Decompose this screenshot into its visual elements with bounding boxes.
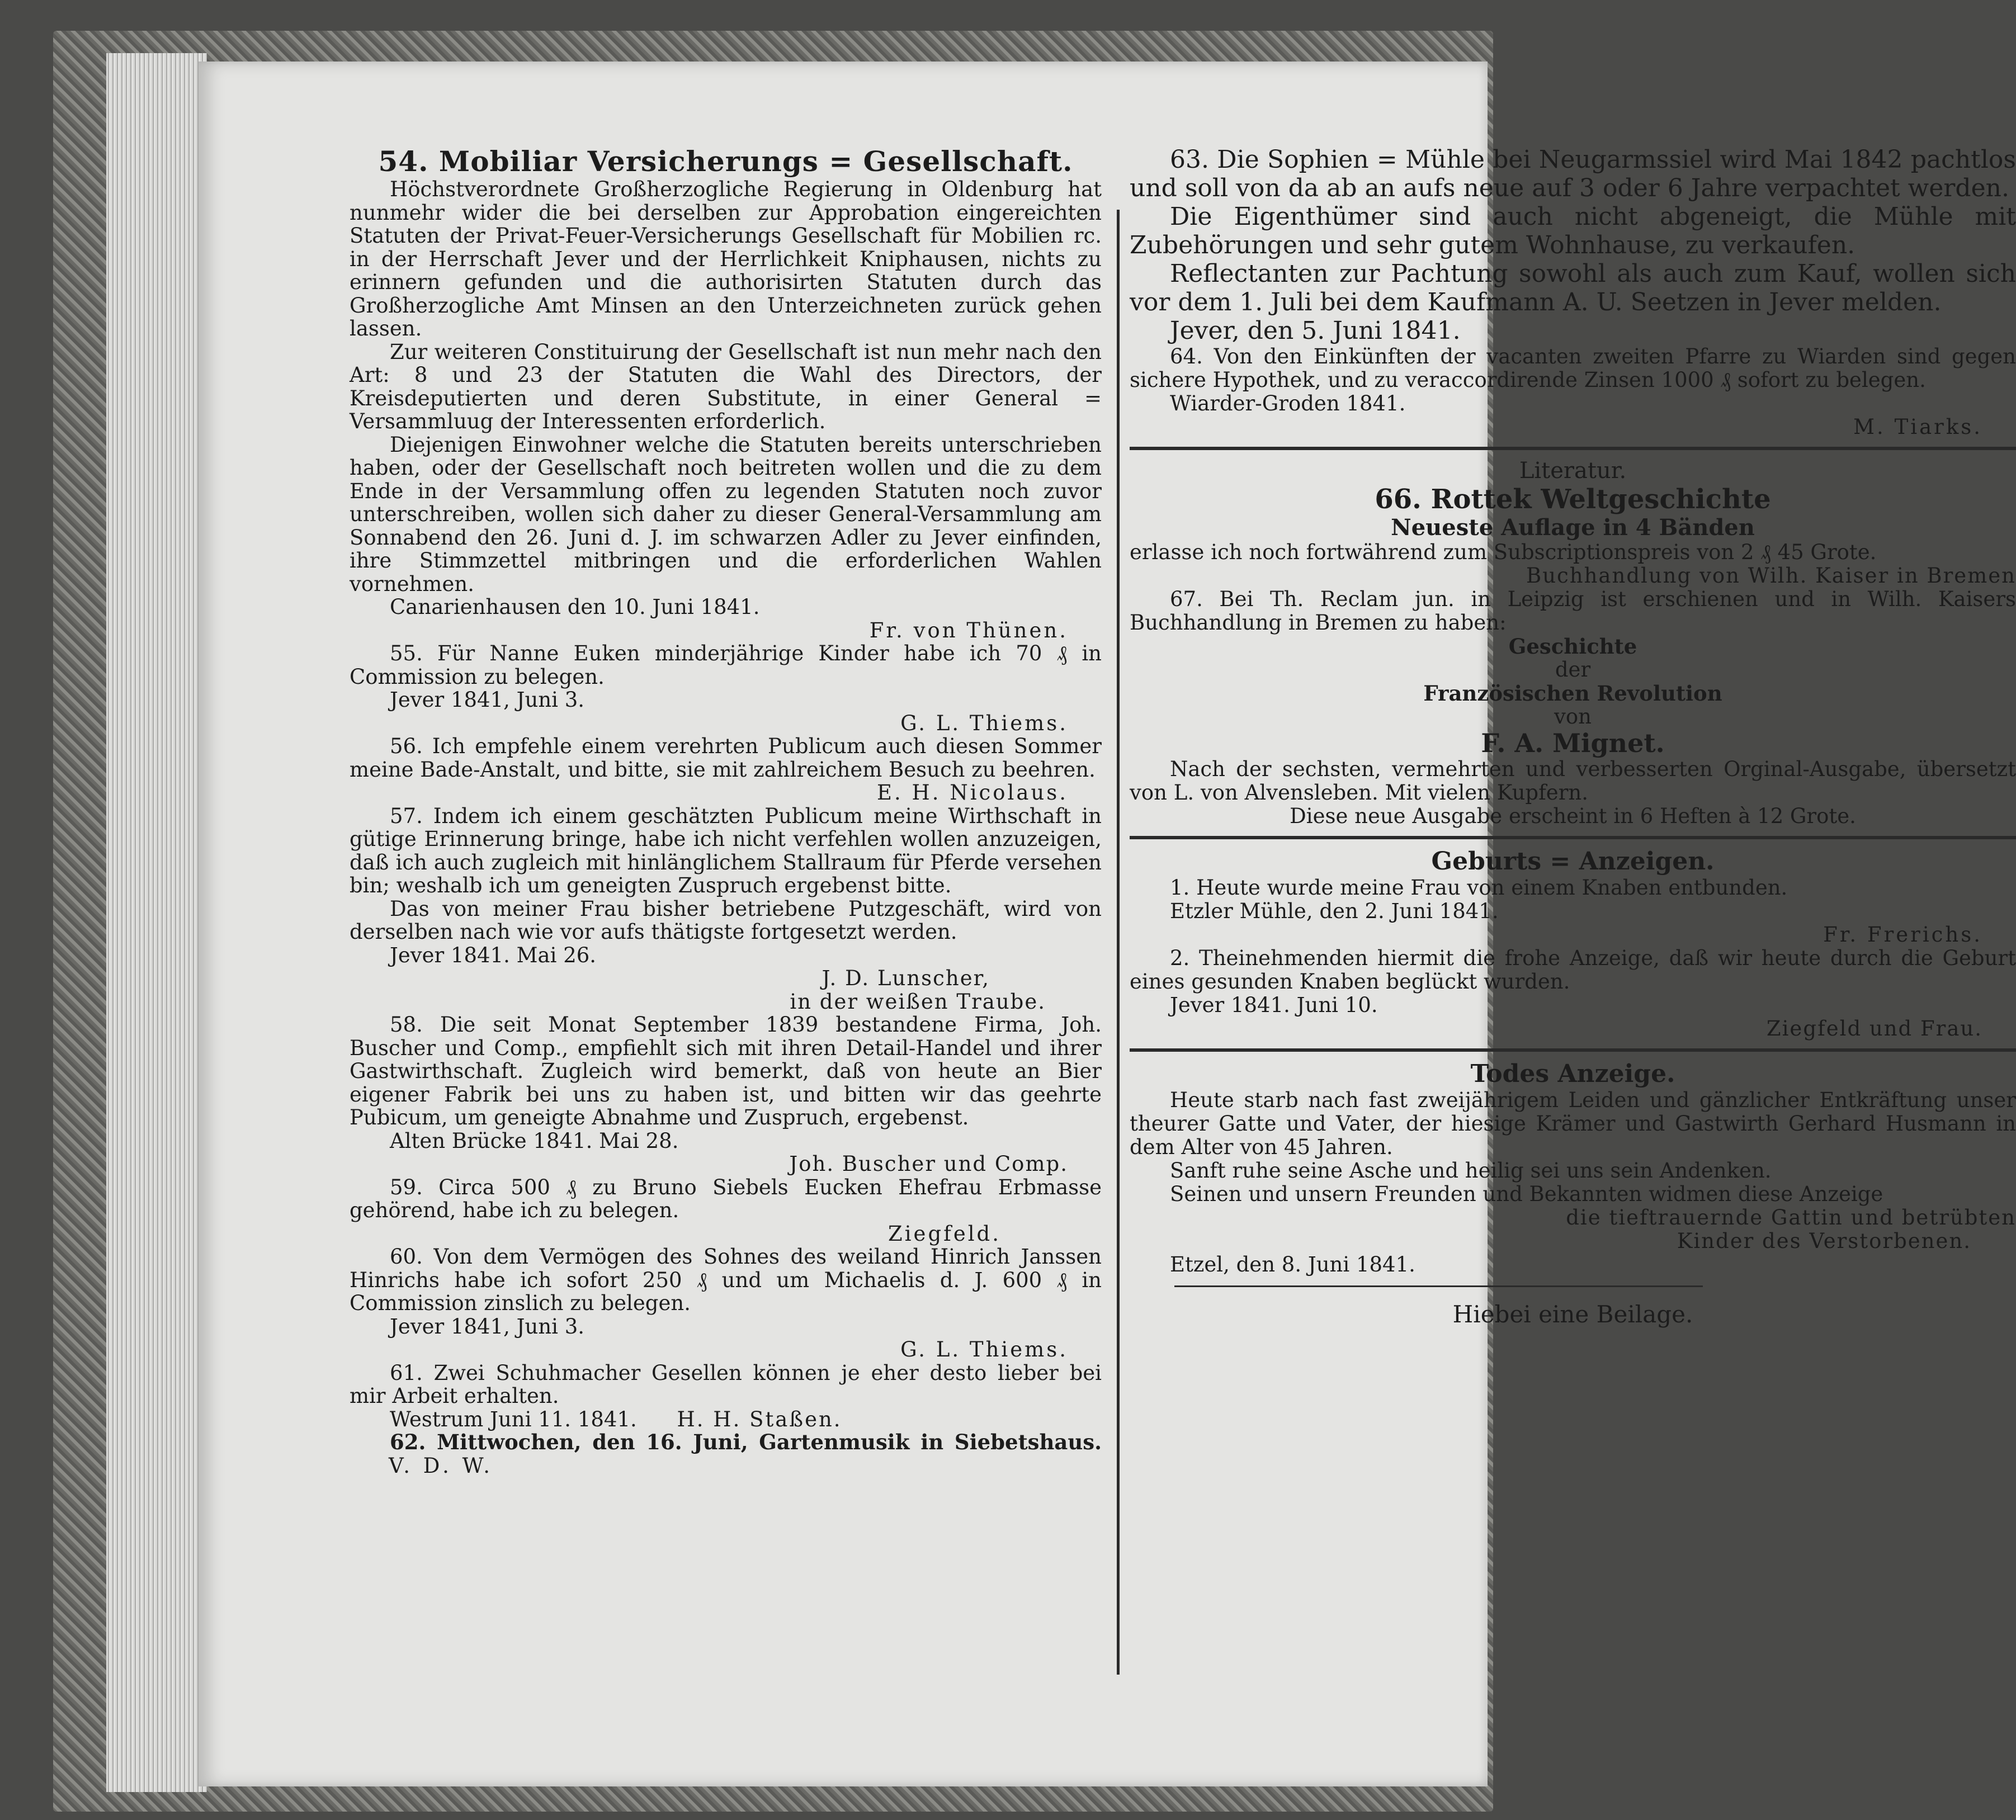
ad66-signature: Buchhandlung von Wilh. Kaiser in Bremen	[1526, 564, 2016, 588]
section-rule	[1130, 447, 2016, 450]
ad67-book-title: Geschichte	[1508, 634, 1637, 659]
ad67-note: Diese neue Ausgabe erscheint in 6 Heften à 12 Grote.	[1290, 804, 1856, 828]
supplement-note: Hiebei eine Beilage.	[1452, 1301, 1693, 1328]
ad61-text: 61. Zwei Schuhmacher Gesellen können je eher desto lieber bei mir Arbeit erhalten.	[350, 1360, 1102, 1408]
death-paragraph: Sanft ruhe seine Asche und heilig sei uns sein Andenken.	[1170, 1159, 1772, 1183]
ad55-place: Jever 1841, Juni 3.	[390, 688, 585, 712]
literature-block	[1130, 458, 2016, 828]
ad66-subheading: Neueste Auflage in 4 Bänden	[1391, 514, 1755, 541]
ad61-place	[350, 1408, 1102, 1431]
ad63-block	[1130, 145, 2016, 345]
ad63-place: Jever, den 5. Juni 1841.	[1170, 316, 1461, 345]
birth1-signature: Fr. Frerichs.	[1823, 923, 1982, 947]
births-heading: Geburts = Anzeigen.	[1431, 847, 1715, 876]
death-place: Etzel, den 8. Juni 1841.	[1170, 1252, 1415, 1277]
column-divider	[1117, 210, 1120, 1675]
ad57-place: Jever 1841. Mai 26.	[390, 943, 597, 967]
right-column	[1130, 145, 2016, 1329]
ad58-place: Alten Brücke 1841. Mai 28.	[390, 1128, 679, 1153]
birth2-text: 2. Theinehmenden hiermit die frohe Anzeige, daß wir heute durch die Geburt eines gesunden Knaben beglückt wurden.	[1130, 946, 2016, 994]
ad56-signature: E. H. Nicolaus.	[877, 781, 1068, 805]
death-heading: Todes Anzeige.	[1470, 1060, 1675, 1088]
death-signature-line2: Kinder des Verstorbenen.	[1677, 1229, 1971, 1253]
births-block	[1130, 847, 2016, 1041]
ad66-heading: 66. Rottek Weltgeschichte	[1375, 484, 1771, 515]
section-rule	[1130, 1048, 2016, 1052]
ad57-text: 57. Indem ich einem geschätzten Publicum meine Wirthschaft in gütige Erinnerung bringe, habe ich nicht verfehlen wollen anzuzeigen, daß ich auch zugleich mit hinlänglichem Stallraum für Pferde versehen bin; weshalb ich um geneigten Zuspruch ergebenst bitte.	[350, 803, 1102, 897]
ad57-signature: J. D. Lunscher,	[821, 966, 990, 990]
ad54-paragraph: Diejenigen Einwohner welche die Statuten bereits unterschrieben haben, oder der Gesellschaft noch beitreten wollen und die zu dem Ende in der Versammlung offen zu legenden Statuten noch zuvor unterschreiben, wollen sich daher zu dieser General-Versammlung am Sonnabend den 26. Juni d. J. im schwarzen Adler zu Jever einfinden, ihre Stimmzettel mitbringen und die erforderlichen Wahlen vornehmen.	[350, 432, 1102, 596]
ad58-signature: Joh. Buscher und Comp.	[789, 1152, 1068, 1176]
ad54-place: Canarienhausen den 10. Juni 1841.	[390, 595, 760, 619]
ad56-text: 56. Ich empfehle einem verehrten Publicum auch diesen Sommer meine Bade-Anstalt, und bitte, sie mit zahlreichem Besuch zu beehren.	[350, 734, 1102, 782]
birth1-place: Etzler Mühle, den 2. Juni 1841.	[1170, 899, 1499, 923]
death-block	[1130, 1060, 2016, 1329]
literature-title: Literatur.	[1519, 458, 1627, 484]
ad61-place-text: Westrum Juni 11. 1841.	[390, 1407, 637, 1431]
ad67-book-title-2: Französischen Revolution	[1423, 681, 1722, 706]
newspaper-page	[199, 62, 2016, 1786]
ad67-der: der	[1555, 658, 1591, 682]
birth2-place: Jever 1841. Juni 10.	[1170, 993, 1378, 1017]
short-rule	[1174, 1285, 1703, 1287]
ad64-signature: M. Tiarks.	[1853, 415, 1982, 439]
ad61-signature: H. H. Staßen.	[677, 1407, 842, 1431]
section-rule	[1130, 836, 2016, 839]
ad60-text: 60. Von dem Vermögen des Sohnes des weiland Hinrich Janssen Hinrichs habe ich sofort 250 ₰ und um Michaelis d. J. 600 ₰ in Commission zinslich zu belegen.	[350, 1245, 1102, 1315]
ad63-paragraph: Reflectanten zur Pachtung sowohl als auch zum Kauf, wollen sich vor dem 1. Juli bei dem Kaufmann A. U. Seetzen in Jever melden.	[1130, 259, 2016, 316]
ad64-text: 64. Von den Einkünften der vacanten zweiten Pfarre zu Wiarden sind gegen sichere Hypothek, und zu veraccordirende Zinsen 1000 ₰ sofort zu belegen.	[1130, 344, 2016, 392]
death-paragraph: Heute starb nach fast zweijährigem Leiden und gänzlicher Entkräftung unser theurer Gatte und Vater, der hiesige Krämer und Gastwirth Gerhard Husmann in dem Alter von 45 Jahren.	[1130, 1088, 2016, 1159]
ad63-paragraph: Die Eigenthümer sind auch nicht abgeneigt, die Mühle mit Zubehörungen und sehr gutem Wohnhause, zu verkaufen.	[1130, 202, 2016, 259]
ad62-signature: V. D. W.	[389, 1453, 493, 1478]
ad62-text-body: 62. Mittwochen, den 16. Juni, Gartenmusik in Siebetshaus.	[390, 1430, 1102, 1454]
ad55-text: 55. Für Nanne Euken minderjährige Kinder habe ich 70 ₰ in Commission zu belegen.	[350, 641, 1102, 689]
death-paragraph: Seinen und unsern Freunden und Bekannten widmen diese Anzeige	[1170, 1182, 1883, 1206]
ad64-place: Wiarder-Groden 1841.	[1170, 391, 1406, 415]
ad67-text: 67. Bei Th. Reclam jun. in Leipzig ist erschienen und in Wilh. Kaisers Buchhandlung in Bremen zu haben:	[1130, 587, 2016, 635]
ad62-text	[350, 1431, 1102, 1477]
ad64-block	[1130, 345, 2016, 439]
birth2-signature: Ziegfeld und Frau.	[1766, 1017, 1982, 1041]
ad54-heading: 54. Mobiliar Versicherungs = Gesellschaft.	[378, 145, 1073, 178]
birth1-text: 1. Heute wurde meine Frau von einem Knaben entbunden.	[1170, 876, 1788, 900]
ad59-signature: Ziegfeld.	[888, 1221, 1001, 1246]
ad54-paragraph: Zur weiteren Constituirung der Gesellschaft ist nun mehr nach den Art: 8 und 23 der Statuten die Wahl des Directors, der Kreisdeputierten und deren Substitute, in einer General = Versammluug der Interessenten erforderlich.	[350, 339, 1102, 433]
ad57-signature-line2: in der weißen Traube.	[790, 989, 1046, 1014]
ad57-text: Das von meiner Frau bisher betriebene Putzgeschäft, wird von derselben nach wie vor aufs thätigste fortgesetzt werden.	[350, 896, 1102, 944]
page-edges	[106, 53, 207, 1792]
ad55-signature: G. L. Thiems.	[900, 711, 1068, 735]
ad67-description: Nach der sechsten, vermehrten und verbesserten Orginal-Ausgabe, übersetzt von L. von Alvensleben. Mit vielen Kupfern.	[1130, 757, 2016, 805]
ad66-text: erlasse ich noch fortwährend zum Subscriptionspreis von 2 ₰ 45 Grote.	[1130, 540, 1877, 564]
left-column	[350, 145, 1102, 1477]
ad58-text: 58. Die seit Monat September 1839 bestandene Firma, Joh. Buscher und Comp., empfiehlt sich mit ihren Detail-Handel und ihrer Gastwirthschaft. Zugleich wird bemerkt, daß von heute an Bier eigener Fabrik bei uns zu haben ist, und bitten wir das geehrte Pubicum, um geneigte Abnahme und Zuspruch, ergebenst.	[350, 1013, 1102, 1129]
ad54-paragraph: Höchstverordnete Großherzogliche Regierung in Oldenburg hat nunmehr wider die bei derselben zur Approbation eingereichten Statuten der Privat-Feuer-Versicherungs Gesellschaft für Mobilien rc. in der Herrschaft Jever und der Herrlichkeit Kniphausen, nichts zu erinnern gefunden und die authorisirten Statuten durch das Großherzogliche Amt Minsen an den Unterzeichneten zurück gehen lassen.	[350, 177, 1102, 341]
ad63-paragraph: 63. Die Sophien = Mühle bei Neugarmssiel wird Mai 1842 pachtlos und soll von da ab an aufs neue auf 3 oder 6 Jahre verpachtet werden.	[1130, 145, 2016, 202]
ad54-signature: Fr. von Thünen.	[869, 618, 1068, 642]
ad67-author: F. A. Mignet.	[1481, 728, 1665, 758]
ad60-signature: G. L. Thiems.	[900, 1337, 1068, 1362]
death-signature: die tieftrauernde Gattin und betrübten	[1566, 1206, 2016, 1230]
ad67-von: von	[1554, 705, 1592, 729]
ad60-place: Jever 1841, Juni 3.	[390, 1314, 585, 1339]
ad59-text: 59. Circa 500 ₰ zu Bruno Siebels Eucken Ehefrau Erbmasse gehörend, habe ich zu belegen.	[350, 1175, 1102, 1222]
